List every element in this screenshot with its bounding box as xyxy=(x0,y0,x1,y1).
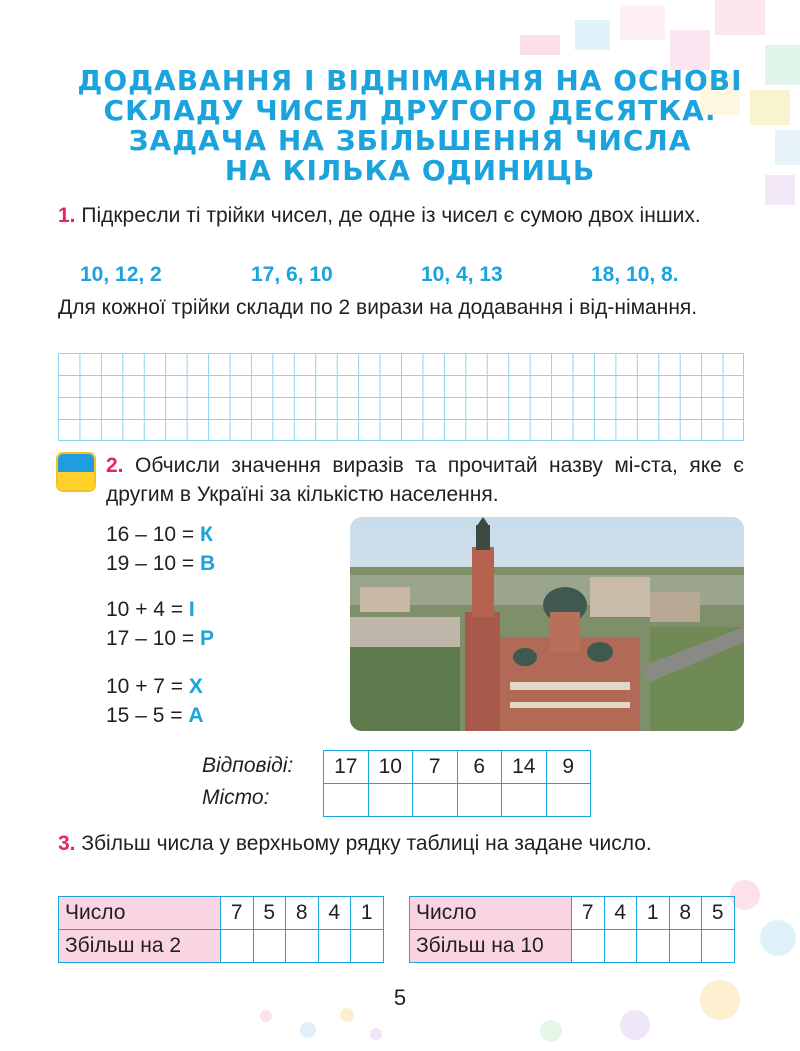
answer-cell: 9 xyxy=(546,751,591,784)
answer-input-cell[interactable] xyxy=(221,930,254,963)
expression-letter: В xyxy=(200,552,216,575)
increase-table-1 xyxy=(58,896,384,963)
answer-input-cell[interactable] xyxy=(572,930,605,963)
task1-instruction-2: Для кожної трійки склади по 2 вирази на додавання і від-німання. xyxy=(58,296,698,319)
task2-text: Обчисли значення виразів та прочитай назву мі-ста, яке є другим в Україні за кількістю населення. xyxy=(106,454,744,506)
task1-instruction xyxy=(58,201,744,230)
city-photo xyxy=(350,517,744,731)
answer-input-cell[interactable] xyxy=(604,930,637,963)
task2-instruction xyxy=(106,451,744,509)
ukraine-flag-icon xyxy=(56,452,96,492)
city-letter-cell[interactable] xyxy=(546,784,591,817)
city-letter-cell[interactable] xyxy=(324,784,369,817)
title-line: СКЛАДУ ЧИСЕЛ ДРУГОГО ДЕСЯТКА. xyxy=(103,94,717,127)
expression: 17 – 10 = Р xyxy=(106,627,215,650)
triple: 10, 12, 2 xyxy=(80,263,162,286)
number-cell: 1 xyxy=(351,897,384,930)
number-cell: 4 xyxy=(604,897,637,930)
expression-group-3 xyxy=(106,672,204,730)
task3-text: Збільш числа у верхньому рядку таблиці на задане число. xyxy=(75,832,652,855)
triple: 17, 6, 10 xyxy=(251,263,333,286)
number-cell: 7 xyxy=(221,897,254,930)
expression: 10 + 7 = Х xyxy=(106,675,203,698)
answers-row xyxy=(324,751,591,784)
expression-letter: Р xyxy=(200,627,215,650)
expression: 16 – 10 = К xyxy=(106,523,213,546)
answers-label: Відповіді: xyxy=(202,754,294,777)
increase-table-2 xyxy=(409,896,735,963)
answer-input-cell[interactable] xyxy=(669,930,702,963)
expression-group-2 xyxy=(106,595,214,653)
expression-letter: К xyxy=(200,523,213,546)
answer-cell: 14 xyxy=(502,751,547,784)
expression-group-1 xyxy=(106,520,215,578)
answer-cell: 17 xyxy=(324,751,369,784)
number-cell: 4 xyxy=(318,897,351,930)
task2-number: 2. xyxy=(106,454,124,477)
answer-input-cell[interactable] xyxy=(637,930,670,963)
number-cell: 8 xyxy=(286,897,319,930)
city-row xyxy=(324,784,591,817)
answer-cell: 7 xyxy=(413,751,458,784)
writing-grid[interactable] xyxy=(58,353,744,441)
task3-number: 3. xyxy=(58,832,76,855)
triple: 10, 4, 13 xyxy=(421,263,503,286)
task3-instruction xyxy=(58,829,744,858)
city-label: Місто: xyxy=(202,786,270,809)
city-letter-cell[interactable] xyxy=(413,784,458,817)
task1-text: Підкресли ті трійки чисел, де одне із чисел є сумою двох інших. xyxy=(75,204,701,227)
answer-input-cell[interactable] xyxy=(351,930,384,963)
number-cell: 5 xyxy=(253,897,286,930)
city-letter-cell[interactable] xyxy=(502,784,547,817)
number-triples xyxy=(0,263,800,293)
answer-input-cell[interactable] xyxy=(318,930,351,963)
answer-input-cell[interactable] xyxy=(253,930,286,963)
number-cell: 5 xyxy=(702,897,735,930)
number-cell: 1 xyxy=(637,897,670,930)
row-label: Число xyxy=(410,897,572,930)
expression-letter: А xyxy=(188,704,204,727)
triple: 18, 10, 8. xyxy=(591,263,679,286)
answer-cell: 6 xyxy=(457,751,502,784)
title-line: ДОДАВАННЯ І ВІДНІМАННЯ НА ОСНОВІ xyxy=(77,64,743,97)
city-letter-cell[interactable] xyxy=(457,784,502,817)
row-label: Збільш на 2 xyxy=(59,930,221,963)
row-label: Число xyxy=(59,897,221,930)
expression: 10 + 4 = І xyxy=(106,598,195,621)
number-cell: 8 xyxy=(669,897,702,930)
page-number: 5 xyxy=(393,985,407,1010)
expression: 19 – 10 = В xyxy=(106,552,216,575)
answer-cell: 10 xyxy=(368,751,413,784)
answers-table xyxy=(323,750,591,817)
page-title xyxy=(60,66,760,186)
answer-input-cell[interactable] xyxy=(286,930,319,963)
task1-number: 1. xyxy=(58,204,76,227)
title-line: НА КІЛЬКА ОДИНИЦЬ xyxy=(224,154,596,187)
title-line: ЗАДАЧА НА ЗБІЛЬШЕННЯ ЧИСЛА xyxy=(128,124,692,157)
city-letter-cell[interactable] xyxy=(368,784,413,817)
number-cell: 7 xyxy=(572,897,605,930)
row-label: Збільш на 10 xyxy=(410,930,572,963)
expression: 15 – 5 = А xyxy=(106,704,204,727)
expression-letter: І xyxy=(188,598,195,621)
expression-letter: Х xyxy=(188,675,203,698)
answer-input-cell[interactable] xyxy=(702,930,735,963)
